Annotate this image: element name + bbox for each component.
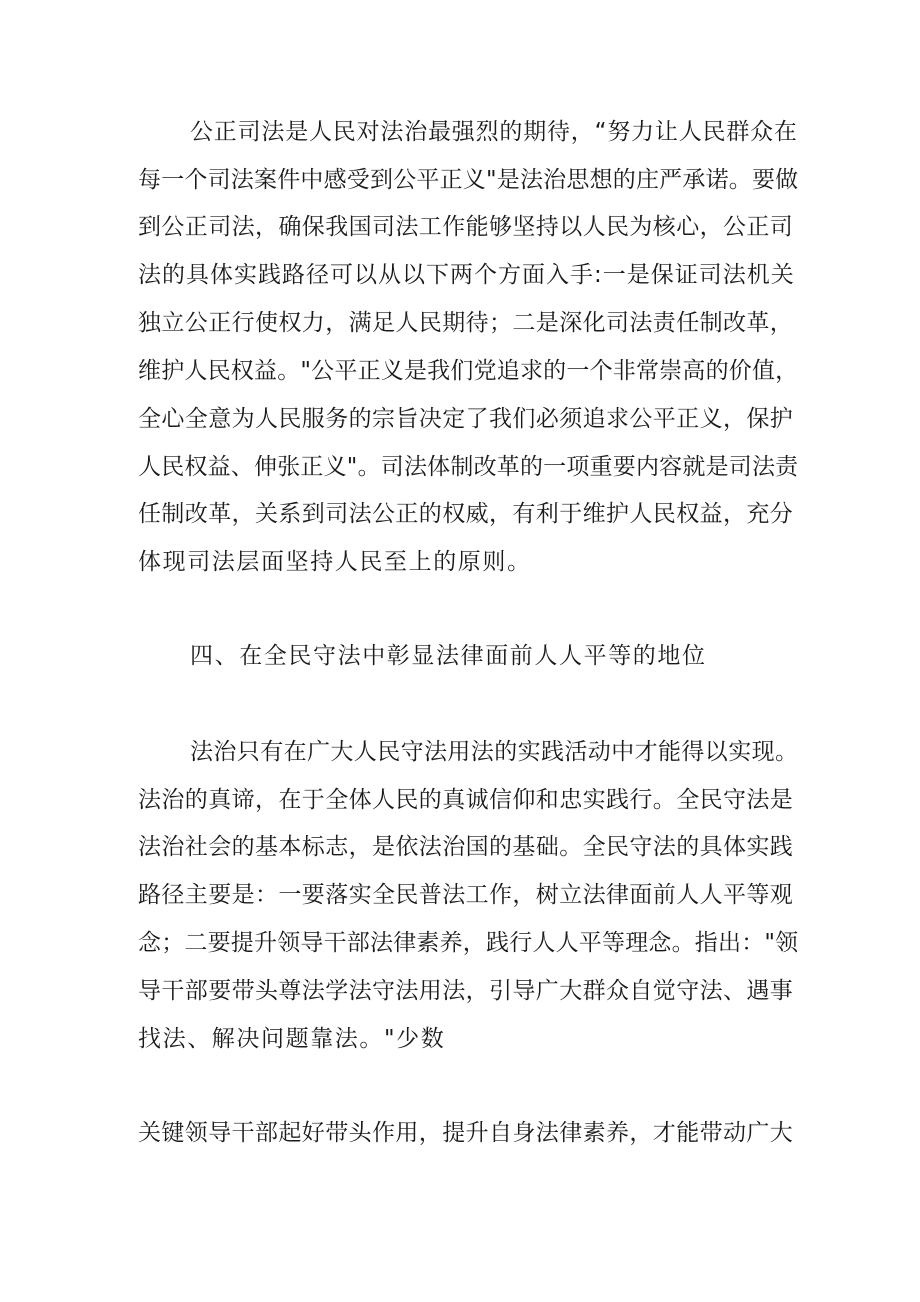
paragraph-1-line-7: 全心全意为人民服务的宗旨决定了我们必须追求公平正义，保护 [138, 406, 794, 432]
paragraph-1-line-4: 法的具体实践路径可以从以下两个方面入手:一是保证司法机关 [138, 262, 795, 288]
paragraph-2-line-4: 路径主要是：一要落实全民普法工作，树立法律面前人人平等观 [138, 882, 794, 908]
paragraph-1-line-10: 体现司法层面坚持人民至上的原则。 [138, 549, 532, 575]
paragraph-2-line-1: 法治只有在广大人民守法用法的实践活动中才能得以实现。 [190, 739, 799, 765]
paragraph-2-line-6: 导干部要带头尊法学法守法用法，引导广大群众自觉守法、遇事 [138, 978, 794, 1004]
section-heading-4: 四、在全民守法中彰显法律面前人人平等的地位 [190, 643, 707, 669]
paragraph-2-line-7: 找法、解决问题靠法。"少数 [138, 1026, 446, 1052]
paragraph-1-line-1: 公正司法是人民对法治最强烈的期待，“努力让人民群众在 [190, 119, 798, 145]
paragraph-2-line-5: 念；二要提升领导干部法律素养，践行人人平等理念。指出："领 [138, 930, 799, 956]
paragraph-1-line-6: 维护人民权益。"公平正义是我们党追求的一个非常崇高的价值， [138, 358, 799, 384]
paragraph-1-line-9: 任制改革，关系到司法公正的权威，有利于维护人民权益，充分 [138, 501, 794, 527]
paragraph-1-line-2: 每一个司法案件中感受到公平正义"是法治思想的庄严承诺。要做 [138, 167, 799, 193]
paragraph-1-line-5: 独立公正行使权力，满足人民期待；二是深化司法责任制改革， [138, 310, 794, 336]
paragraph-1-line-3: 到公正司法，确保我国司法工作能够坚持以人民为核心，公正司 [138, 214, 794, 240]
paragraph-3-line-1: 关键领导干部起好带头作用，提升自身法律素养，才能带动广大 [138, 1120, 794, 1146]
paragraph-2-line-3: 法治社会的基本标志，是依法治国的基础。全民守法的具体实践 [138, 834, 794, 860]
paragraph-1-line-8: 人民权益、伸张正义"。司法体制改革的一项重要内容就是司法责 [138, 454, 799, 480]
paragraph-2-line-2: 法治的真谛，在于全体人民的真诚信仰和忠实践行。全民守法是 [138, 787, 794, 813]
